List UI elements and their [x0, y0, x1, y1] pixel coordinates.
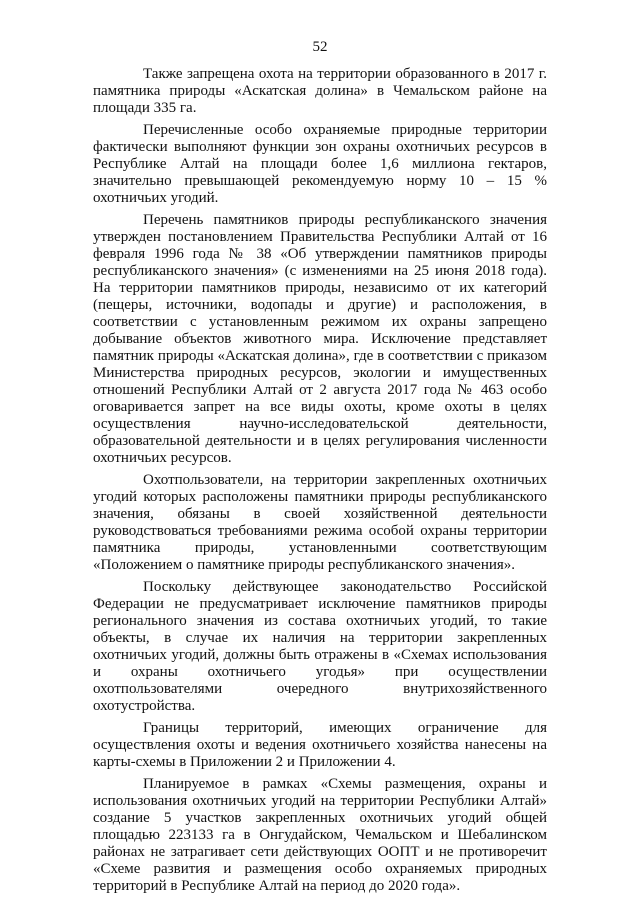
document-body [93, 66, 547, 900]
paragraph-protected-areas-function: Перечисленные особо охраняемые природные территории фактически выполняют функции зон охраны охотничьих ресурсов в Республике Алтай на площади более 1,6 миллиона гектаров, значительно превышающей рекомендуемую норму 10 – 15 % охотничьих угодий. [93, 122, 547, 206]
page-number: 52 [312, 39, 328, 55]
paragraph-nature-monuments-list: Перечень памятников природы республиканского значения утвержден постановлением Правительства Республики Алтай от 16 февраля 1996 года № 38 «Об утверждении памятников природы республиканского значения» (с изменениями на 25 июня 2018 года). На территории памятников природы, независимо от их категорий (пещеры, источники, водопады и другие) и расположения, в соответствии с установленным режимом их охраны запрещено добывание объектов животного мира. Исключение представляет памятник природы «Аскатская долина», где в соответствии с приказом Министерства природных ресурсов, экологии и имущественных отношений Республики Алтай от 2 августа 2017 года № 463 особо оговаривается запрет на все виды охоты, кроме охоты в целях осуществления научно-исследовательской деятельности, образовательной деятельности и в целях регулирования численности охотничьих ресурсов. [93, 212, 547, 466]
paragraph-legislation: Поскольку действующее законодательство Российской Федерации не предусматривает исключение памятников природы регионального значения из состава охотничьих угодий, то такие объекты, в случае их наличия на территории закрепленных охотничьих угодий, должны быть отражены в «Схемах использования и охраны охотничьего угодья» при осуществлении охотпользователями очередного внутрихозяйственного охотустройства. [93, 579, 547, 714]
paragraph-hunting-users-obligations: Охотпользователи, на территории закрепленных охотничьих угодий которых расположены памятники природы республиканского значения, обязаны в своей хозяйственной деятельности руководствоваться требованиями режима особой охраны территории памятника природы, установленными соответствующим «Положением о памятнике природы республиканского значения». [93, 472, 547, 573]
paragraph-planned-hunting-grounds: Планируемое в рамках «Схемы размещения, охраны и использования охотничьих угодий на территории Республики Алтай» создание 5 участков закрепленных охотничьих угодий общей площадью 223133 га в Онгудайском, Чемальском и Шебалинском районах не затрагивает сети действующих ООПТ и не противоречит «Схеме развития и размещения особо охраняемых природных территорий в Республике Алтай на период до 2020 года». [93, 776, 547, 894]
paragraph-territory-boundaries: Границы территорий, имеющих ограничение для осуществления охоты и ведения охотничьего хозяйства нанесены на карты-схемы в Приложении 2 и Приложении 4. [93, 720, 547, 770]
paragraph-hunting-ban-askat: Также запрещена охота на территории образованного в 2017 г. памятника природы «Аскатская долина» в Чемальском районе на площади 335 га. [93, 66, 547, 116]
